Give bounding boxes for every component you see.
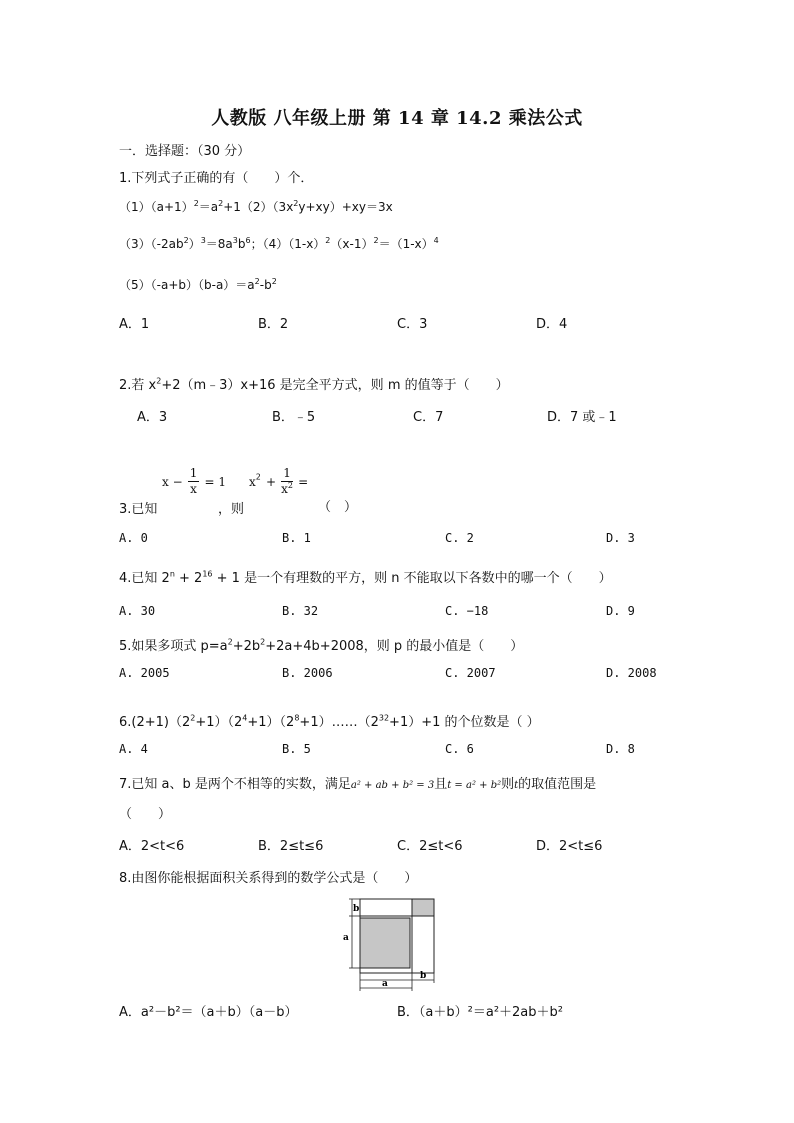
question-5-stem: 5.如果多项式 $p=a^2+2b^2+2a+4b+2008$，则 p 的最小值是（ ） xyxy=(119,637,524,654)
question-2-option-c: C．7 xyxy=(413,410,444,425)
question-4-option-d: D. 9 xyxy=(606,604,635,618)
question-7-answer-paren: （ ） xyxy=(119,807,172,822)
question-5-option-a: A. 2005 xyxy=(119,666,170,680)
area-diagram xyxy=(340,894,450,994)
question-1-option-d: D．4 xyxy=(536,317,568,332)
question-1-line-1: $(1)(a+1)^2=a^2+1(2)(3x^2y+xy)+xy=3x$ xyxy=(119,199,393,214)
question-7-option-c: C．2≤t<6 xyxy=(397,839,463,854)
question-2-stem: 2.若 $x^2+2(m﹣3)x+16$ 是完全平方式，则 m 的值等于（ ） xyxy=(119,376,509,393)
label-a-bottom: a xyxy=(382,979,388,989)
question-7-option-d: D．2<t≤6 xyxy=(536,839,603,854)
question-3-option-d: D. 3 xyxy=(606,531,635,545)
question-5-option-b: B. 2006 xyxy=(282,666,333,680)
question-3-option-c: C. 2 xyxy=(445,531,474,545)
question-1-line-2: $(3)(-2ab^2)^3=8a^3b^6$；$(4)(1-x)^2(x-1)^2=(1-x)^4$ xyxy=(119,236,439,251)
question-6-stem: $6.(2+1)(2^2+1)(2^4+1)(2^8+1)\dots\dots(2^{32}+1)+1$ 的个位数是（ ） xyxy=(119,713,540,730)
question-6-option-b: B. 5 xyxy=(282,742,311,756)
question-7-option-b: B．2≤t≤6 xyxy=(258,839,324,854)
square-a xyxy=(360,918,410,968)
question-2-option-b: B．﹣5 xyxy=(272,410,316,425)
question-2-option-a: A．3 xyxy=(137,410,168,425)
question-4-stem: 4.已知 $2^n + 2^{16} + 1$ 是一个有理数的平方，则 n 不能取以下各数中的哪一个（ ） xyxy=(119,569,612,586)
question-4-option-c: C. −18 xyxy=(445,604,489,618)
question-8-option-a: A．a²－b²＝（a＋b）（a－b） xyxy=(119,1005,298,1020)
question-7-stem: 7.已知 a、b 是两个不相等的实数，满足a² + ab + b² = 3且t = a² + b²则t的取值范围是 xyxy=(119,777,597,792)
question-6-option-a: A. 4 xyxy=(119,742,148,756)
question-4-option-b: B. 32 xyxy=(282,604,319,618)
question-8-stem: 8.由图你能根据面积关系得到的数学公式是（ ） xyxy=(119,871,418,886)
question-3-mid: ，则 xyxy=(218,502,245,517)
question-3-answer-paren: （ ） xyxy=(318,500,358,515)
section-heading: 一．选择题：（30 分） xyxy=(119,144,251,159)
question-5-option-c: C. 2007 xyxy=(445,666,496,680)
label-a-left: a xyxy=(343,933,349,943)
label-b-top: b xyxy=(353,904,360,914)
square-b xyxy=(412,899,434,916)
question-8-option-b: B．（a＋b）²＝a²＋2ab＋b² xyxy=(397,1005,563,1020)
question-3-prefix: 3.已知 xyxy=(119,502,158,517)
question-3-option-b: B. 1 xyxy=(282,531,311,545)
page-title: 人教版 八年级上册 第 14 章 14.2 乘法公式 xyxy=(211,108,583,129)
label-b-bottom: b xyxy=(420,971,427,981)
question-3-target-expression: $x^2$ + $\frac{1}{x^2}$ = xyxy=(249,466,309,496)
question-2-option-d: D．7 或﹣1 xyxy=(547,410,617,425)
question-6-option-c: C. 6 xyxy=(445,742,474,756)
question-1-option-b: B．2 xyxy=(258,317,289,332)
question-7-option-a: A．2<t<6 xyxy=(119,839,185,854)
question-1-option-a: A．1 xyxy=(119,317,150,332)
question-5-option-d: D. 2008 xyxy=(606,666,657,680)
question-6-option-d: D. 8 xyxy=(606,742,635,756)
question-4-option-a: A. 30 xyxy=(119,604,156,618)
question-1-line-3: $(5)(-a+b)(b-a)=a^2-b^2$ xyxy=(119,277,277,292)
question-3-option-a: A. 0 xyxy=(119,531,148,545)
question-3-given-equation: x − $\frac{1}{x}$ = 1 xyxy=(162,466,226,496)
question-1-stem: 1.下列式子正确的有（ ）个． xyxy=(119,171,314,186)
question-1-option-c: C．3 xyxy=(397,317,428,332)
